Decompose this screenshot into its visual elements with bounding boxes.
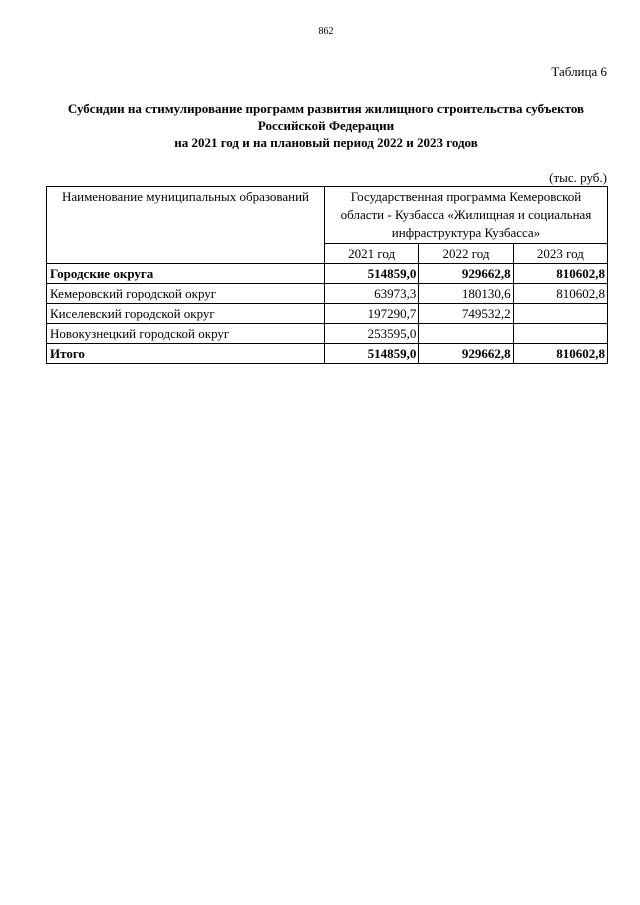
value-2023: 810602,8 (513, 284, 607, 304)
column-header-program: Государственная программа Кемеровской области - Кузбасса «Жилищная и социальная инфраструктура Кузбасса» (325, 187, 608, 244)
value-2022 (419, 324, 513, 344)
value-2023 (513, 304, 607, 324)
row-name: Городские округа (47, 264, 325, 284)
title-line-2: Российской Федерации (257, 118, 395, 133)
value-2022: 929662,8 (419, 344, 513, 364)
value-2021: 514859,0 (325, 344, 419, 364)
value-2022: 929662,8 (419, 264, 513, 284)
title-line-3: на 2021 год и на плановый период 2022 и 2023 годов (174, 135, 478, 150)
column-header-2022: 2022 год (419, 244, 513, 264)
table-label: Таблица 6 (551, 64, 607, 79)
value-2022: 180130,6 (419, 284, 513, 304)
value-2021: 63973,3 (325, 284, 419, 304)
value-2021: 514859,0 (325, 264, 419, 284)
value-2021: 253595,0 (325, 324, 419, 344)
table-row (47, 324, 608, 344)
table-row (47, 344, 608, 364)
title-line-1: Субсидии на стимулирование программ развития жилищного строительства субъектов (67, 101, 585, 116)
unit-label: (тыс. руб.) (549, 170, 607, 185)
value-2023: 810602,8 (513, 344, 607, 364)
column-header-2023: 2023 год (513, 244, 607, 264)
table-row (47, 284, 608, 304)
value-2021: 197290,7 (325, 304, 419, 324)
table-body (47, 264, 608, 364)
row-name: Кемеровский городской округ (47, 284, 325, 304)
column-header-name: Наименование муниципальных образований (47, 187, 325, 264)
page-number: 862 (318, 26, 334, 37)
column-header-2021: 2021 год (325, 244, 419, 264)
value-2023 (513, 324, 607, 344)
row-name: Киселевский городской округ (47, 304, 325, 324)
table-row (47, 304, 608, 324)
value-2022: 749532,2 (419, 304, 513, 324)
document-title (36, 100, 616, 151)
table-row (47, 264, 608, 284)
row-name: Новокузнецкий городской округ (47, 324, 325, 344)
row-name: Итого (47, 344, 325, 364)
value-2023: 810602,8 (513, 264, 607, 284)
subsidies-table (46, 186, 608, 364)
